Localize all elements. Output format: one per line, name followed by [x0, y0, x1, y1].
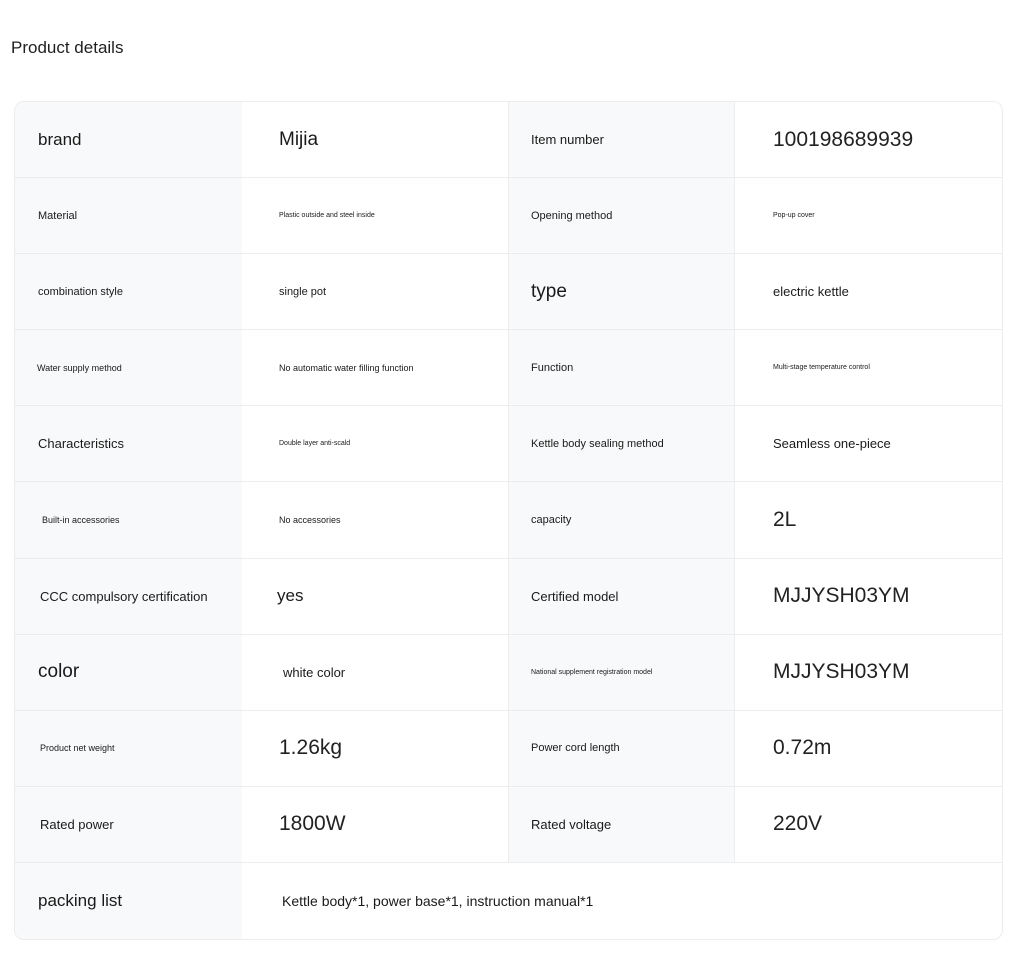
spec-value: Seamless one-piece	[735, 406, 1002, 482]
spec-value: yes	[242, 559, 509, 635]
spec-value: Plastic outside and steel inside	[242, 178, 509, 254]
spec-label: Rated power	[15, 787, 242, 863]
spec-label: Power cord length	[509, 711, 735, 787]
spec-label: Built-in accessories	[15, 482, 242, 558]
spec-value: 100198689939	[735, 102, 1002, 178]
spec-label: Rated voltage	[509, 787, 735, 863]
spec-value: 2L	[735, 482, 1002, 558]
spec-label: type	[509, 254, 735, 330]
spec-label: Characteristics	[15, 406, 242, 482]
spec-label: combination style	[15, 254, 242, 330]
spec-label: color	[15, 635, 242, 711]
spec-value: white color	[242, 635, 509, 711]
spec-value: Double layer anti-scald	[242, 406, 509, 482]
spec-value: 0.72m	[735, 711, 1002, 787]
spec-value: 1800W	[242, 787, 509, 863]
spec-label: National supplement registration model	[509, 635, 735, 711]
spec-label: Product net weight	[15, 711, 242, 787]
spec-label: CCC compulsory certification	[15, 559, 242, 635]
spec-label: brand	[15, 102, 242, 178]
spec-label: Function	[509, 330, 735, 406]
packing-list-label: packing list	[15, 863, 242, 939]
spec-value: Pop-up cover	[735, 178, 1002, 254]
spec-label: Water supply method	[15, 330, 242, 406]
spec-value: electric kettle	[735, 254, 1002, 330]
spec-value: single pot	[242, 254, 509, 330]
spec-value: Multi-stage temperature control	[735, 330, 1002, 406]
spec-label: capacity	[509, 482, 735, 558]
spec-value: No automatic water filling function	[242, 330, 509, 406]
section-title: Product details	[11, 38, 124, 57]
spec-value: 220V	[735, 787, 1002, 863]
spec-label: Opening method	[509, 178, 735, 254]
spec-value: MJJYSH03YM	[735, 635, 1002, 711]
spec-value: Mijia	[242, 102, 509, 178]
packing-list-value: Kettle body*1, power base*1, instruction manual*1	[242, 863, 1002, 939]
spec-label: Material	[15, 178, 242, 254]
spec-label: Certified model	[509, 559, 735, 635]
product-details-table	[14, 101, 1003, 940]
spec-label: Kettle body sealing method	[509, 406, 735, 482]
spec-value: MJJYSH03YM	[735, 559, 1002, 635]
spec-value: No accessories	[242, 482, 509, 558]
spec-value: 1.26kg	[242, 711, 509, 787]
spec-label: Item number	[509, 102, 735, 178]
